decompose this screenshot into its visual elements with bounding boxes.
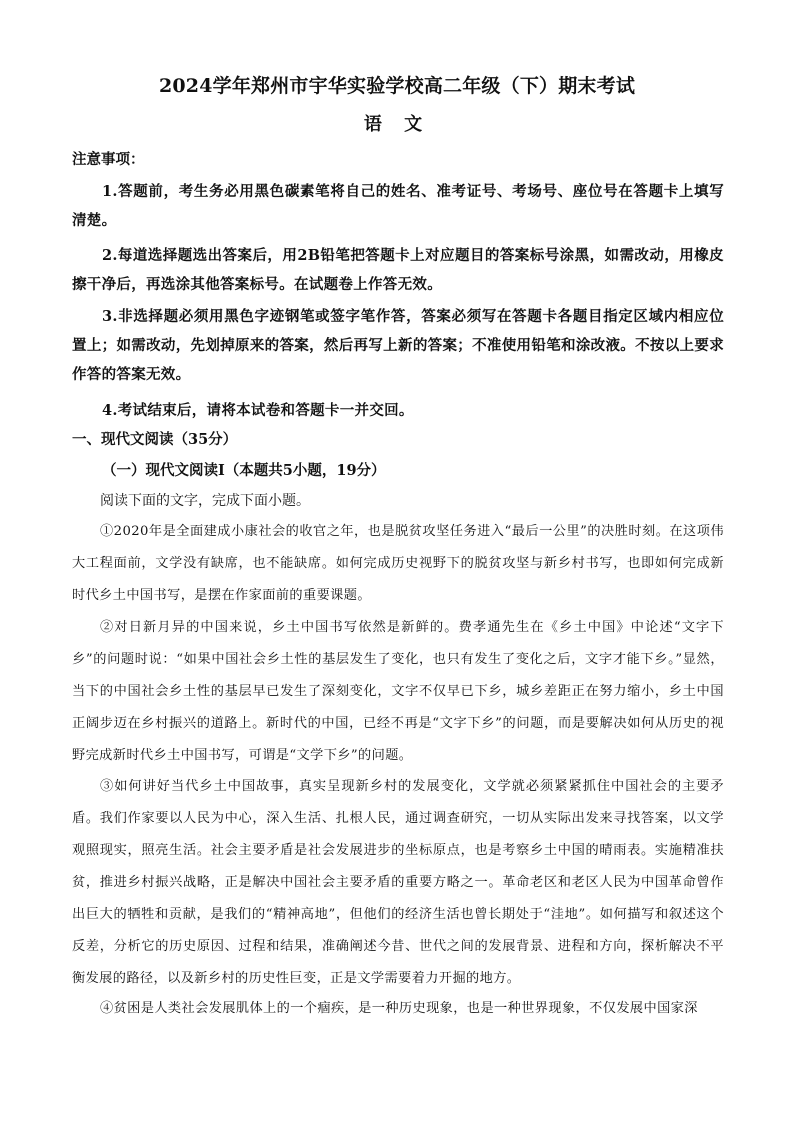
exam-title: 2024学年郑州市宇华实验学校高二年级（下）期末考试 xyxy=(158,75,636,97)
note-item: 3.非选择题必须用黑色字迹钢笔或签字笔作答，答案必须写在答题卡各题目指定区域内相应位置上；如需改动，先划掉原来的答案，然后再写上新的答案；不准使用铅笔和涂改液。不按以上要求作答的答案无效。 xyxy=(72,308,724,383)
passage-paragraph: ①2020年是全面建成小康社会的收官之年，也是脱贫攻坚任务进入“最后一公里”的决胜时刻。在这项伟大工程面前，文学没有缺席，也不能缺席。如何完成历史视野下的脱贫攻坚与新乡村书写，也即如何完成新时代乡土中国书写，是摆在作家面前的重要课题。 xyxy=(72,524,724,603)
subject-title: 语 文 xyxy=(363,114,431,135)
note-item: 4.考试结束后，请将本试卷和答题卡一并交回。 xyxy=(102,402,414,419)
passage-paragraph: ②对日新月异的中国来说，乡土中国书写依然是新鲜的。费孝通先生在《乡土中国》中论述“文字下乡”的问题时说：“如果中国社会乡土性的基层发生了变化，也只有发生了变化之后，文字才能下乡。”显然，当下的中国社会乡土性的基层早已发生了深刻变化，文字不仅早已下乡，城乡差距正在努力缩小，乡土中国正阔步迈在乡村振兴的道路上。新时代的中国，已经不再是“文字下乡”的问题，而是要解决如何从历史的视野完成新时代乡土中国书写，可谓是“文学下乡”的问题。 xyxy=(72,620,724,763)
passage-paragraph: ③如何讲好当代乡土中国故事，真实呈现新乡村的发展变化，文学就必须紧紧抓住中国社会的主要矛盾。我们作家要以人民为中心，深入生活、扎根人民，通过调查研究，一切从实际出发来寻找答案，以文学观照现实，照亮生活。社会主要矛盾是社会发展进步的坐标原点，也是考察乡土中国的晴雨表。实施精准扶贫，推进乡村振兴战略，正是解决中国社会主要矛盾的重要方略之一。革命老区和老区人民为中国革命曾作出巨大的牺牲和贡献，是我们的“精神高地”，但他们的经济生活也曾长期处于“洼地”。如何描写和叙述这个反差，分析它的历史原因、过程和结果，准确阐述今昔、世代之间的发展背景、进程和方向，探析解决不平衡发展的路径，以及新乡村的历史性巨变，正是文学需要着力开掘的地方。 xyxy=(72,779,724,986)
section-heading: 一、现代文阅读（35分） xyxy=(72,431,238,448)
note-item: 1.答题前，考生务必用黑色碳素笔将自己的姓名、准考证号、考场号、座位号在答题卡上填写清楚。 xyxy=(72,183,724,229)
reading-instruction: 阅读下面的文字，完成下面小题。 xyxy=(100,493,310,509)
subsection-heading: （一）现代文阅读Ⅰ（本题共5小题，19分） xyxy=(102,462,386,479)
note-item: 2.每道选择题选出答案后，用2B铅笔把答题卡上对应题目的答案标号涂黑，如需改动，用橡皮擦干净后，再选涂其他答案标号。在试题卷上作答无效。 xyxy=(72,247,724,293)
notes-heading: 注意事项： xyxy=(72,151,145,168)
passage-paragraph: ④贫困是人类社会发展肌体上的一个痼疾，是一种历史现象，也是一种世界现象，不仅发展中国家深 xyxy=(100,1001,698,1016)
